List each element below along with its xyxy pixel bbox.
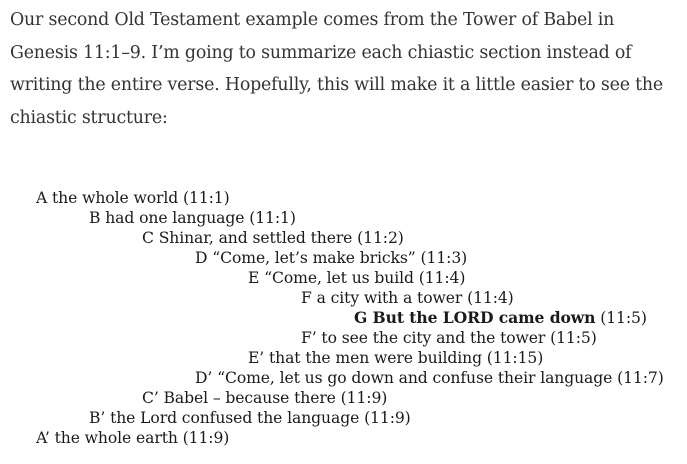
chiasm-center-ref: (11:5) — [595, 309, 647, 327]
chiasm-line-g — [354, 308, 647, 328]
chiasm-line-a-prime: A’ the whole earth (11:9) — [36, 429, 230, 447]
chiasm-line-f: F a city with a tower (11:4) — [301, 289, 514, 307]
chiasm-line-a: A the whole world (11:1) — [36, 189, 230, 207]
chiasm-line-d-prime: D’ “Come, let us go down and confuse their language (11:7) — [195, 369, 664, 387]
chiasm-line-b-prime: B’ the Lord confused the language (11:9) — [89, 409, 411, 427]
chiasm-line-f-prime: F’ to see the city and the tower (11:5) — [301, 329, 597, 347]
chiasm-line-b: B had one language (11:1) — [89, 209, 296, 227]
chiasm-center-text: G But the LORD came down — [354, 308, 596, 327]
chiasm-line-c: C Shinar, and settled there (11:2) — [142, 229, 404, 247]
chiasm-line-c-prime: C’ Babel – because there (11:9) — [142, 389, 388, 407]
intro-paragraph: Our second Old Testament example comes from the Tower of Babel in Genesis 11:1–9. I’m going to summarize each chiastic section instead of writing the entire verse. Hopefully, this will make it a little easier to see the chiastic structure: — [10, 10, 664, 128]
chiasm-line-d: D “Come, let’s make bricks” (11:3) — [195, 249, 468, 267]
chiasm-line-e: E “Come, let us build (11:4) — [248, 269, 466, 287]
chiasm-line-e-prime: E’ that the men were building (11:15) — [248, 349, 544, 367]
